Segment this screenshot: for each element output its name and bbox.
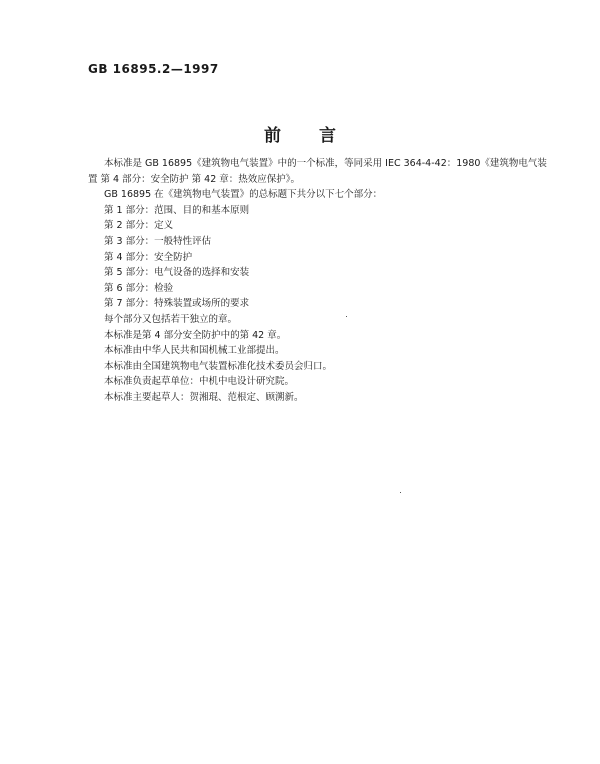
paragraph-proposer: 本标准由中华人民共和国机械工业部提出。 <box>104 345 285 357</box>
paragraph-committee: 本标准由全国建筑物电气装置标准化技术委员会归口。 <box>104 360 333 372</box>
list-item: 第 1 部分：范围、目的和基本原则 <box>104 204 250 216</box>
paragraph-drafting-unit: 本标准负责起草单位：中机中电设计研究院。 <box>104 376 295 388</box>
foreword-body <box>88 156 547 406</box>
page-title: 前言 <box>264 126 374 146</box>
paragraph-chapters: 每个部分又包括若干独立的章。 <box>104 313 238 325</box>
list-item: 第 7 部分：特殊装置或场所的要求 <box>104 298 250 310</box>
paragraph-scope: 本标准是第 4 部分安全防护中的第 42 章。 <box>104 329 287 341</box>
list-item: 第 4 部分：安全防护 <box>104 251 193 263</box>
scan-speck <box>346 316 347 317</box>
paragraph-structure: GB 16895 在《建筑物电气装置》的总标题下共分以下七个部分： <box>104 189 383 201</box>
paragraph-drafters: 本标准主要起草人：贺湘琨、范根定、顾溯新。 <box>104 391 304 403</box>
paragraph-adoption-line1: 本标准是 GB 16895《建筑物电气装置》中的一个标准，等同采用 IEC 364-4-42：1980《建筑物电气装 <box>104 158 547 169</box>
list-item: 第 5 部分：电气设备的选择和安装 <box>104 267 250 279</box>
list-item: 第 6 部分：检验 <box>104 282 174 294</box>
list-item: 第 3 部分：一般特性评估 <box>104 235 212 247</box>
scan-speck <box>400 492 401 493</box>
paragraph-adoption-line2: 置 第 4 部分：安全防护 第 42 章：热效应保护》。 <box>88 173 301 185</box>
list-item: 第 2 部分：定义 <box>104 220 174 232</box>
standard-number: GB 16895.2—1997 <box>88 62 219 76</box>
